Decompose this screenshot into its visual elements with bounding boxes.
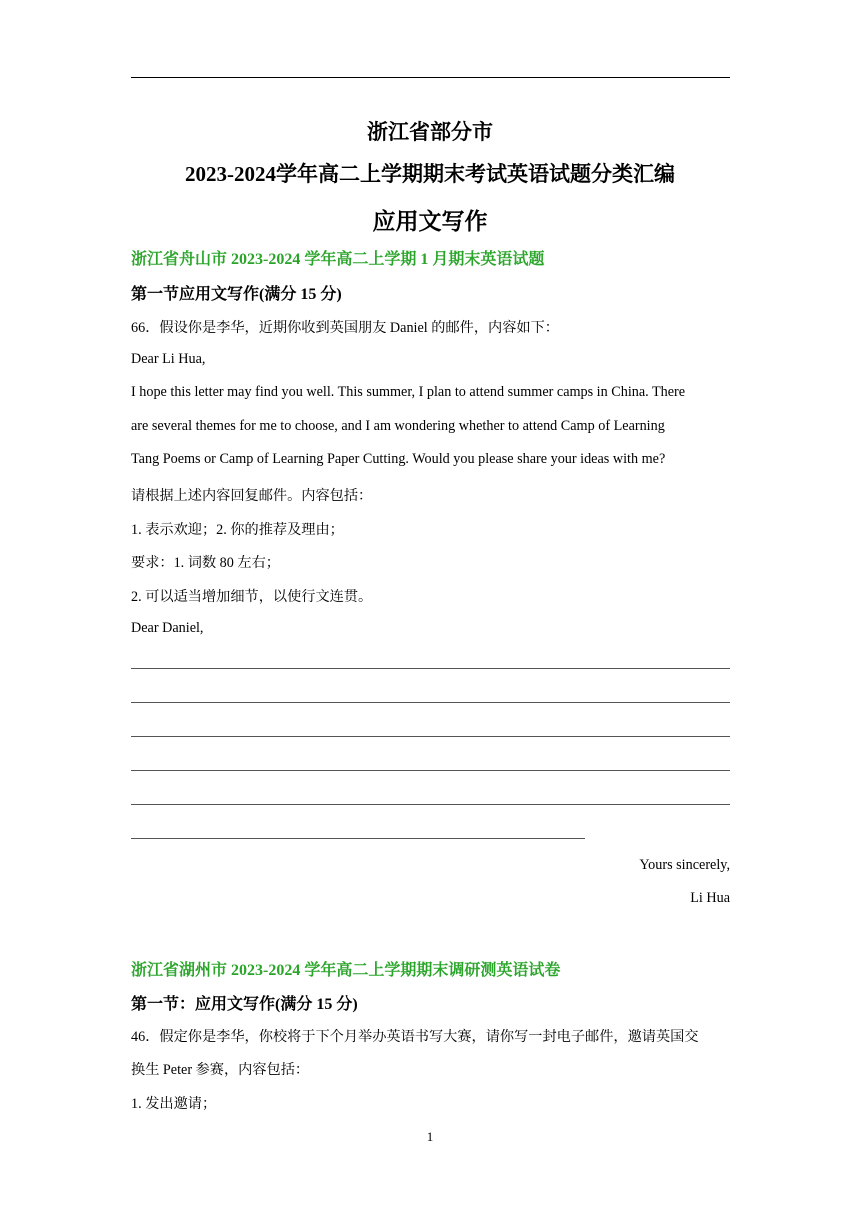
- requirement-2: 2. 可以适当增加细节，以使行文连贯。: [131, 589, 373, 605]
- section-subheading: 第一节：应用文写作(满分 15 分): [131, 996, 358, 1013]
- answer-line: [131, 770, 730, 771]
- question-prompt-cont: 换生 Peter 参赛，内容包括：: [131, 1062, 310, 1078]
- letter-line: are several themes for me to choose, and I am wondering whether to attend Camp of Learning: [131, 418, 665, 434]
- letter-line: Tang Poems or Camp of Learning Paper Cutting. Would you please share your ideas with me?: [131, 451, 666, 467]
- answer-line: [131, 804, 730, 805]
- doc-title-region: 浙江省部分市: [367, 120, 493, 144]
- content-point-1: 1. 发出邀请；: [131, 1096, 217, 1112]
- section-heading-huzhou: 浙江省湖州市 2023-2024 学年高二上学期期末调研测英语试卷: [131, 962, 561, 979]
- answer-line: [131, 668, 730, 669]
- section-subheading: 第一节应用文写作(满分 15 分): [131, 286, 342, 303]
- question-prompt: 46．假定你是李华，你校将于下个月举办英语书写大赛，请你写一封电子邮件，邀请英国交: [131, 1029, 699, 1045]
- letter-closing: Yours sincerely,: [639, 857, 730, 873]
- section-heading-zhoushan: 浙江省舟山市 2023-2024 学年高二上学期 1 月期末英语试题: [131, 251, 545, 268]
- answer-line: [131, 736, 730, 737]
- answer-line: [131, 702, 730, 703]
- content-points: 1. 表示欢迎；2. 你的推荐及理由；: [131, 522, 344, 538]
- letter-salutation: Dear Li Hua,: [131, 351, 206, 367]
- letter-line: I hope this letter may find you well. This summer, I plan to attend summer camps in China. There: [131, 384, 686, 400]
- instruction-text: 请根据上述内容回复邮件。内容包括：: [131, 488, 373, 504]
- doc-title-topic: 应用文写作: [372, 209, 488, 234]
- answer-line: [131, 838, 585, 839]
- header-rule: [131, 77, 730, 78]
- letter-signature: Li Hua: [690, 890, 730, 906]
- page-number: 1: [426, 1129, 434, 1144]
- requirement-1: 要求：1. 词数 80 左右；: [131, 555, 280, 571]
- doc-title-exam: 2023-2024学年高二上学期期末考试英语试题分类汇编: [185, 162, 675, 186]
- reply-salutation: Dear Daniel,: [131, 620, 204, 636]
- question-prompt: 66．假设你是李华，近期你收到英国朋友 Daniel 的邮件，内容如下：: [131, 320, 559, 336]
